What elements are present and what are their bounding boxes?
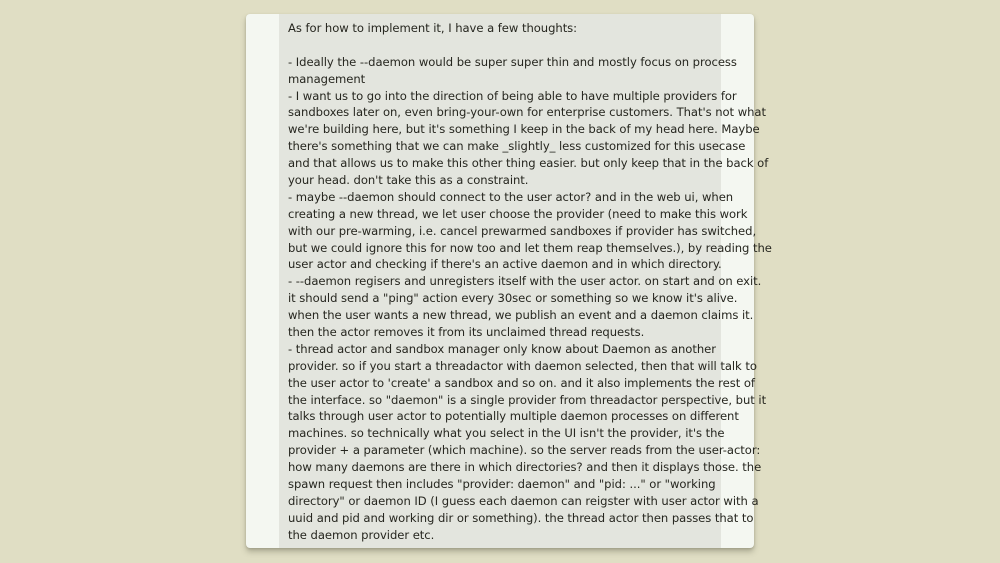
- note-line: your head. don't take this as a constraint.: [288, 173, 529, 188]
- note-line: it should send a "ping" action every 30sec or something so we know it's alive.: [288, 291, 738, 306]
- note-line: we're building here, but it's something I keep in the back of my head here. Maybe: [288, 122, 760, 137]
- note-line: but we could ignore this for now too and let them reap themselves.), by reading the: [288, 240, 772, 255]
- note-line: then the actor removes it from its unclaimed thread requests.: [288, 325, 645, 340]
- note-line: - maybe --daemon should connect to the user actor? and in the web ui, when: [288, 189, 734, 204]
- note-line: when the user wants a new thread, we publish an event and a daemon claims it.: [288, 308, 754, 323]
- note-line: there's something that we can make _slightly_ less customized for this usecase: [288, 139, 746, 154]
- note-line: sandboxes later on, even bring-your-own for enterprise customers. That's not what: [288, 105, 766, 120]
- document-sheet: [246, 14, 772, 548]
- note-line: As for how to implement it, I have a few thoughts:: [288, 21, 578, 35]
- note-line: and that allows us to make this other thing easier. but only keep that in the back of: [288, 156, 769, 171]
- note-line: the user actor to 'create' a sandbox and so on. and it also implements the rest of: [288, 375, 755, 390]
- note-line: management: [288, 71, 366, 86]
- note-line: user actor and checking if there's an active daemon and in which directory.: [288, 257, 722, 272]
- note-line: - --daemon regisers and unregisters itself with the user actor. on start and on exit.: [288, 274, 762, 289]
- note-line: the daemon provider etc.: [288, 527, 435, 542]
- note-line: directory" or daemon ID (I guess each daemon can reigster with user actor with a: [288, 493, 759, 508]
- note-line: [288, 37, 715, 54]
- note-line: how many daemons are there in which directories? and then it displays those. the: [288, 460, 762, 475]
- note-line: creating a new thread, we let user choose the provider (need to make this work: [288, 206, 748, 221]
- note-text-panel: [279, 14, 772, 548]
- note-line: provider + a parameter (which machine). so the server reads from the user-actor:: [288, 443, 761, 458]
- note-line: machines. so technically what you select in the UI isn't the provider, it's the: [288, 426, 725, 441]
- note-line: - I want us to go into the direction of being able to have multiple providers for: [288, 88, 737, 103]
- note-line: the interface. so "daemon" is a single provider from threadactor perspective, but it: [288, 392, 767, 407]
- note-line: uuid and pid and working dir or something). the thread actor then passes that to: [288, 510, 754, 525]
- note-line: spawn request then includes "provider: daemon" and "pid: ..." or "working: [288, 477, 716, 492]
- note-line: - Ideally the --daemon would be super super thin and mostly focus on process: [288, 54, 737, 69]
- note-line: provider. so if you start a threadactor with daemon selected, then that will talk to: [288, 358, 757, 373]
- note-line: - thread actor and sandbox manager only know about Daemon as another: [288, 341, 716, 356]
- note-line: talks through user actor to potentially multiple daemon processes on different: [288, 409, 739, 424]
- note-line: with our pre-warming, i.e. cancel prewarmed sandboxes if provider has switched,: [288, 223, 757, 238]
